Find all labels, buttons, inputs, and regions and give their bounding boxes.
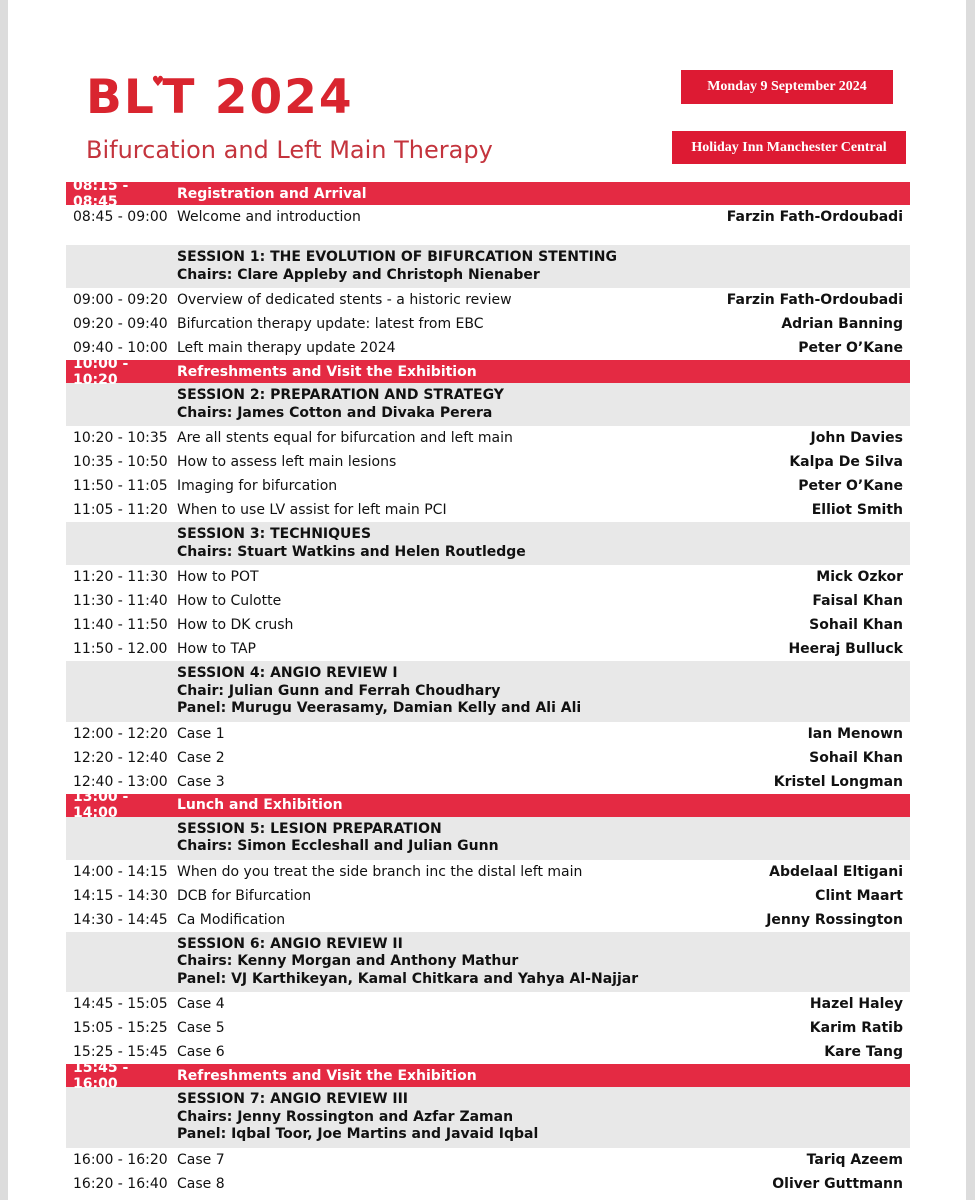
- talk-row: [66, 450, 910, 474]
- time-slot: 15:05 - 15:25: [73, 1020, 168, 1036]
- talk-title: How to Culotte: [177, 593, 282, 609]
- session-header-row: [66, 383, 910, 426]
- talk-title: Case 5: [177, 1020, 225, 1036]
- time-slot: 11:40 - 11:50: [73, 617, 168, 633]
- talk-row: [66, 860, 910, 884]
- time-slot: 11:50 - 12.00: [73, 641, 168, 657]
- speaker-name: Oliver Guttmann: [772, 1175, 903, 1192]
- session-line: Chairs: Jenny Rossington and Azfar Zaman: [177, 1108, 514, 1125]
- session-line: Chairs: Kenny Morgan and Anthony Mathur: [177, 953, 519, 969]
- session-header-row: [66, 1087, 910, 1148]
- talk-row: [66, 884, 910, 908]
- speaker-name: Mick Ozkor: [816, 569, 903, 585]
- time-slot: 10:35 - 10:50: [73, 454, 168, 470]
- talk-row: [66, 1148, 910, 1172]
- talk-title: Overview of dedicated stents - a historic review: [177, 292, 512, 308]
- break-row: [66, 789, 910, 821]
- talk-row: [66, 613, 910, 637]
- talk-title: Ca Modification: [177, 911, 286, 928]
- session-line: SESSION 4: ANGIO REVIEW I: [177, 665, 398, 681]
- talk-row: [66, 746, 910, 770]
- time-slot: 16:20 - 16:40: [73, 1175, 168, 1192]
- talk-title: When do you treat the side branch inc the distal left main: [177, 863, 583, 880]
- speaker-name: Kalpa De Silva: [789, 454, 903, 470]
- talk-title: Bifurcation therapy update: latest from EBC: [177, 316, 484, 332]
- session-line: SESSION 6: ANGIO REVIEW II: [177, 935, 403, 952]
- session-title: [177, 249, 910, 284]
- talk-title: Are all stents equal for bifurcation and left main: [177, 430, 513, 446]
- talk-title: Left main therapy update 2024: [177, 340, 396, 356]
- session-title: [177, 1091, 910, 1144]
- speaker-name: Clint Maart: [815, 887, 903, 904]
- talk-title: How to DK crush: [177, 617, 294, 633]
- talk-title: Case 4: [177, 996, 225, 1012]
- time-slot: 16:00 - 16:20: [73, 1151, 168, 1168]
- speaker-name: Peter O’Kane: [798, 340, 903, 356]
- time-slot: 13:00 - 14:00: [73, 789, 129, 821]
- talk-row: [66, 1040, 910, 1064]
- talk-row: [66, 908, 910, 932]
- break-row: [66, 355, 910, 388]
- time-slot: 11:20 - 11:30: [73, 569, 168, 585]
- talk-row: [66, 1172, 910, 1196]
- talk-title: When to use LV assist for left main PCI: [177, 502, 447, 518]
- break-title: Refreshments and Visit the Exhibition: [177, 363, 477, 380]
- time-slot: 15:25 - 15:45: [73, 1044, 168, 1060]
- session-line: SESSION 2: PREPARATION AND STRATEGY: [177, 387, 504, 403]
- talk-title: Case 8: [177, 1175, 225, 1192]
- session-line: SESSION 5: LESION PREPARATION: [177, 820, 442, 837]
- talk-title: Case 6: [177, 1044, 225, 1060]
- time-slot: 11:05 - 11:20: [73, 502, 168, 518]
- program-table: [66, 177, 910, 1196]
- session-line: Panel: VJ Karthikeyan, Kamal Chitkara and Yahya Al-Najjar: [177, 970, 639, 987]
- talk-title: Case 3: [177, 773, 225, 790]
- speaker-name: Elliot Smith: [811, 502, 903, 518]
- speaker-name: Tariq Azeem: [806, 1151, 903, 1168]
- speaker-name: Sohail Khan: [809, 749, 903, 766]
- session-line: Chair: Julian Gunn and Ferrah Choudhary: [177, 682, 501, 699]
- talk-row: [66, 426, 910, 450]
- time-slot: 12:20 - 12:40: [73, 749, 168, 766]
- talk-row: [66, 474, 910, 498]
- speaker-name: Heeraj Bulluck: [788, 641, 903, 657]
- session-line: Panel: Iqbal Toor, Joe Martins and Javaid Iqbal: [177, 1126, 539, 1142]
- time-slot: 14:15 - 14:30: [73, 887, 168, 904]
- break-title: Registration and Arrival: [177, 185, 367, 202]
- talk-title: Welcome and introduction: [177, 209, 361, 225]
- session-line: Chairs: Simon Eccleshall and Julian Gunn: [177, 838, 499, 854]
- time-slot: 14:00 - 14:15: [73, 863, 168, 880]
- speaker-name: Jenny Rossington: [766, 911, 903, 928]
- session-line: Chairs: Clare Appleby and Christoph Nienaber: [177, 266, 540, 283]
- session-line: Chairs: Stuart Watkins and Helen Routledge: [177, 543, 526, 560]
- time-slot: 12:00 - 12:20: [73, 725, 168, 742]
- talk-title: How to POT: [177, 569, 259, 585]
- time-slot: 14:45 - 15:05: [73, 996, 168, 1012]
- talk-title: How to TAP: [177, 641, 256, 657]
- talk-row: [66, 312, 910, 336]
- session-header-row: [66, 522, 910, 565]
- speaker-name: Adrian Banning: [781, 316, 903, 332]
- talk-row: [66, 336, 910, 360]
- talk-row: [66, 288, 910, 312]
- session-line: SESSION 7: ANGIO REVIEW III: [177, 1091, 409, 1107]
- talk-title: Case 7: [177, 1151, 225, 1168]
- session-line: Panel: Murugu Veerasamy, Damian Kelly and Ali Ali: [177, 700, 582, 716]
- session-title: [177, 936, 910, 989]
- time-slot: 09:00 - 09:20: [73, 292, 168, 308]
- talk-title: Case 1: [177, 725, 225, 742]
- time-slot: 09:20 - 09:40: [73, 316, 168, 332]
- speaker-name: Karim Ratib: [809, 1020, 903, 1036]
- talk-title: Imaging for bifurcation: [177, 478, 338, 494]
- time-slot: 10:00 - 10:20: [73, 355, 129, 388]
- talk-row: [66, 565, 910, 589]
- heart-icon: ♥: [151, 74, 167, 90]
- talk-title: Case 2: [177, 749, 225, 766]
- blt-logo: BL♥T 2024: [86, 70, 354, 125]
- speaker-name: Kristel Longman: [773, 773, 903, 790]
- time-slot: 12:40 - 13:00: [73, 773, 168, 790]
- event-subtitle: Bifurcation and Left Main Therapy: [86, 136, 493, 164]
- speaker-name: Sohail Khan: [809, 617, 903, 633]
- session-title: [177, 387, 910, 422]
- talk-row: [66, 1016, 910, 1040]
- break-row: [66, 1059, 910, 1092]
- date-badge: Monday 9 September 2024: [681, 70, 893, 104]
- speaker-name: John Davies: [810, 430, 903, 446]
- talk-title: DCB for Bifurcation: [177, 887, 312, 904]
- session-line: SESSION 1: THE EVOLUTION OF BIFURCATION STENTING: [177, 249, 617, 265]
- session-header-row: [66, 245, 910, 288]
- break-title: Lunch and Exhibition: [177, 797, 343, 813]
- time-slot: 15:45 - 16:00: [73, 1059, 129, 1092]
- speaker-name: Farzin Fath-Ordoubadi: [726, 209, 903, 225]
- talk-row: [66, 637, 910, 661]
- speaker-name: Peter O’Kane: [798, 478, 903, 494]
- talk-row: [66, 589, 910, 613]
- time-slot: 10:20 - 10:35: [73, 430, 168, 446]
- time-slot: 08:45 - 09:00: [73, 209, 168, 225]
- speaker-name: Faisal Khan: [812, 593, 903, 609]
- speaker-name: Farzin Fath-Ordoubadi: [726, 292, 903, 308]
- break-title: Refreshments and Visit the Exhibition: [177, 1067, 477, 1084]
- time-slot: 09:40 - 10:00: [73, 340, 168, 356]
- time-slot: 08:15 - 08:45: [73, 177, 129, 210]
- talk-row: [66, 205, 910, 245]
- time-slot: 14:30 - 14:45: [73, 911, 168, 928]
- talk-row: [66, 498, 910, 522]
- time-slot: 11:50 - 11:05: [73, 478, 168, 494]
- speaker-name: Hazel Haley: [809, 996, 903, 1012]
- talk-row: [66, 722, 910, 746]
- session-line: Chairs: James Cotton and Divaka Perera: [177, 404, 493, 421]
- session-header-row: [66, 817, 910, 860]
- talk-row: [66, 770, 910, 794]
- session-title: [177, 526, 910, 561]
- session-line: SESSION 3: TECHNIQUES: [177, 526, 372, 542]
- session-title: [177, 821, 910, 856]
- talk-title: How to assess left main lesions: [177, 454, 397, 470]
- speaker-name: Kare Tang: [824, 1044, 903, 1060]
- speaker-name: Ian Menown: [807, 725, 903, 742]
- venue-badge: Holiday Inn Manchester Central: [672, 131, 906, 164]
- speaker-name: Abdelaal Eltigani: [769, 863, 903, 880]
- break-row: [66, 177, 910, 210]
- session-header-row: [66, 661, 910, 722]
- time-slot: 11:30 - 11:40: [73, 593, 168, 609]
- session-header-row: [66, 932, 910, 993]
- talk-row: [66, 992, 910, 1016]
- session-title: [177, 665, 910, 718]
